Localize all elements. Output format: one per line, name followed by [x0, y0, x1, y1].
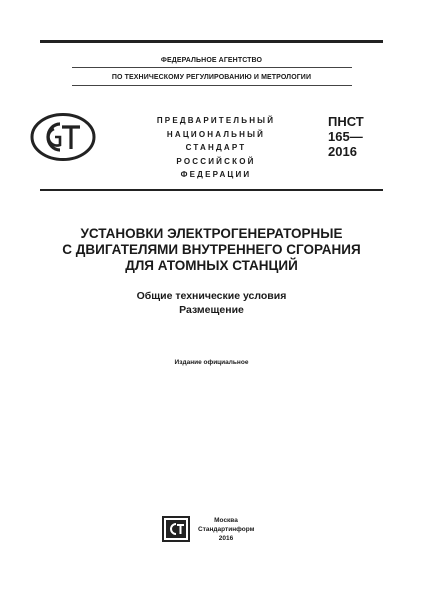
- standard-type-line: СТАНДАРТ: [185, 143, 247, 152]
- designation-prefix: ПНСТ: [328, 114, 364, 129]
- designation-number: 165—: [328, 129, 363, 144]
- gost-r-emblem-icon: [30, 112, 96, 162]
- subtitle-line: Общие технические условия: [136, 290, 287, 302]
- subtitle-line: Размещение: [179, 304, 244, 316]
- designation-year: 2016: [328, 144, 357, 159]
- publisher-name: Стандартинформ: [198, 526, 255, 533]
- standard-type-line: НАЦИОНАЛЬНЫЙ: [166, 129, 266, 139]
- standard-type-line: ФЕДЕРАЦИИ: [180, 170, 252, 179]
- agency-department: ПО ТЕХНИЧЕСКОМУ РЕГУЛИРОВАНИЮ И МЕТРОЛОГИИ: [111, 74, 312, 81]
- agency-name: ФЕДЕРАЛЬНОЕ АГЕНТСТВО: [160, 57, 263, 64]
- title-line: ДЛЯ АТОМНЫХ СТАНЦИЙ: [125, 258, 298, 273]
- title-line: С ДВИГАТЕЛЯМИ ВНУТРЕННЕГО СГОРАНИЯ: [62, 242, 361, 257]
- title-line: УСТАНОВКИ ЭЛЕКТРОГЕНЕРАТОРНЫЕ: [80, 226, 343, 241]
- agency-underline: [72, 67, 352, 68]
- edition-label: Издание официальное: [174, 359, 249, 366]
- standard-type-line: РОССИЙСКОЙ: [176, 156, 256, 166]
- publisher-info: [198, 516, 254, 543]
- standartinform-logo-icon: [162, 516, 190, 542]
- standard-designation: [328, 114, 364, 159]
- top-rule: [40, 40, 383, 43]
- standard-type: [136, 114, 296, 182]
- agency-underline: [72, 85, 352, 86]
- middle-rule: [40, 189, 383, 191]
- document-subtitle: [40, 289, 383, 317]
- standard-type-line: ПРЕДВАРИТЕЛЬНЫЙ: [156, 116, 276, 125]
- publisher-city: Москва: [214, 517, 238, 524]
- publisher-year: 2016: [218, 535, 234, 542]
- document-title: [40, 226, 383, 274]
